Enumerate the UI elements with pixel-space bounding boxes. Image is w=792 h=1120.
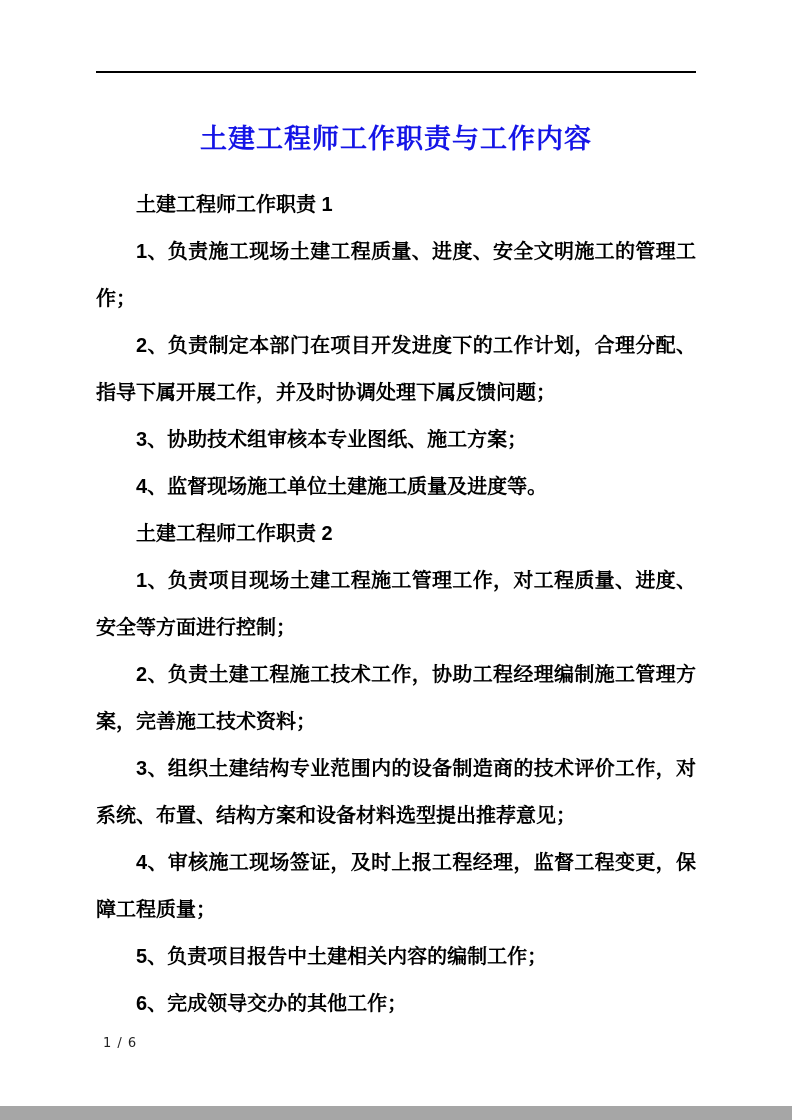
paragraph: 2、负责土建工程施工技术工作，协助工程经理编制施工管理方案，完善施工技术资料； xyxy=(96,664,696,733)
document-body xyxy=(96,182,696,1028)
paragraph: 1、负责项目现场土建工程施工管理工作，对工程质量、进度、安全等方面进行控制； xyxy=(96,570,696,639)
paragraph: 6、完成领导交办的其他工作； xyxy=(136,993,408,1015)
paragraph: 土建工程师工作职责 1 xyxy=(136,194,333,216)
paragraph: 5、负责项目报告中土建相关内容的编制工作； xyxy=(136,946,548,968)
header-rule xyxy=(96,71,696,73)
paragraph: 土建工程师工作职责 2 xyxy=(136,523,333,545)
page-number-indicator: 1 / 6 xyxy=(103,1036,138,1051)
paragraph: 3、组织土建结构专业范围内的设备制造商的技术评价工作，对系统、布置、结构方案和设备材料选型提出推荐意见； xyxy=(96,758,696,827)
page-title: 土建工程师工作职责与工作内容 xyxy=(200,124,592,155)
paragraph: 4、监督现场施工单位土建施工质量及进度等。 xyxy=(136,476,548,498)
paragraph: 4、审核施工现场签证，及时上报工程经理，监督工程变更，保障工程质量； xyxy=(96,852,696,921)
paragraph: 2、负责制定本部门在项目开发进度下的工作计划，合理分配、指导下属开展工作，并及时协调处理下属反馈问题； xyxy=(96,335,696,404)
paragraph: 3、协助技术组审核本专业图纸、施工方案； xyxy=(136,429,528,451)
viewer-page-gap xyxy=(0,1106,792,1120)
paragraph: 1、负责施工现场土建工程质量、进度、安全文明施工的管理工作； xyxy=(96,241,696,310)
